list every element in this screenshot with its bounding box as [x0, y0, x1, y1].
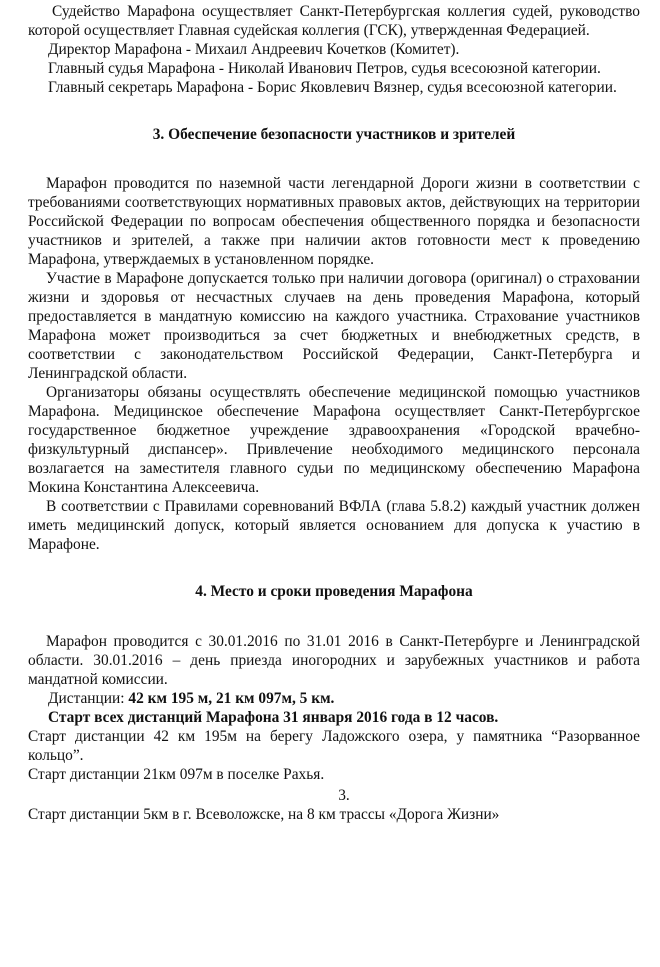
paragraph-chief-secretary: Главный секретарь Марафона - Борис Яковлевич Вязнер, судья всесоюзной категории. — [48, 79, 617, 96]
paragraph-safety-1: Марафон проводится по наземной части легендарной Дороги жизни в соответствии с требованиями соответствующих нормативных правовых актов, действующих на территории Российской Федерации по вопросам обеспечения общественного порядка и безопасности участников и зрителей, а также при наличии актов готовности мест к проведению Марафона, утверждаемых в установленном порядке. — [28, 175, 640, 268]
paragraph-start-42: Старт дистанции 42 км 195м на берегу Ладожского озера, у памятника “Разорванное кольцо”. — [28, 728, 640, 764]
section-heading-place-dates: 4. Место и сроки проведения Марафона — [195, 583, 473, 600]
paragraph-medical: Организаторы обязаны осуществлять обеспечение медицинской помощью участников Марафона. Медицинское обеспечение Марафона осуществляет Санкт-Петербургское государственное бюджетное учреждение здравоохранения «Городской врачебно-физкультурный диспансер». Привлечение необходимого медицинского персонала возлагается на заместителя главного судьи по медицинскому обеспечению Марафона Мокина Константина Алексеевича. — [28, 384, 640, 496]
paragraph-start-21: Старт дистанции 21км 097м в поселке Рахья. — [28, 766, 325, 783]
paragraph-chief-judge: Главный судья Марафона - Николай Иванович Петров, судья всесоюзной категории. — [48, 60, 601, 77]
paragraph-insurance: Участие в Марафоне допускается только при наличии договора (оригинал) о страховании жизни и здоровья от несчастных случаев на день проведения Марафона, который предоставляется в мандатную комиссию на каждого участника. Страхование участников Марафона может производиться за счет бюджетных и внебюджетных средств, в соответствии с законодательством Российской Федерации, Санкт-Петербурга и Ленинградской области. — [28, 270, 640, 382]
section-heading-safety: 3. Обеспечение безопасности участников и зрителей — [152, 126, 516, 143]
paragraph-dates: Марафон проводится с 30.01.2016 по 31.01 2016 в Санкт-Петербурге и Ленинградской области. 30.01.2016 – день приезда иногородних и зарубежных участников и работа мандатной комиссии. — [28, 633, 640, 688]
page-number: 3. — [338, 787, 350, 804]
paragraph-director: Директор Марафона - Михаил Андреевич Кочетков (Комитет). — [48, 41, 460, 58]
distances-value: 42 км 195 м, 21 км 097м, 5 км. — [128, 690, 335, 707]
paragraph-start-5: Старт дистанции 5км в г. Всеволожске, на 8 км трассы «Дорога Жизни» — [28, 806, 500, 823]
distances-label: Дистанции: — [48, 690, 125, 707]
start-all-text: Старт всех дистанций Марафона 31 января 2016 года в 12 часов. — [48, 709, 499, 726]
paragraph-start-all — [28, 708, 640, 727]
paragraph-distances — [28, 689, 640, 708]
paragraph-medical-admission: В соответствии с Правилами соревнований ВФЛА (глава 5.8.2) каждый участник должен иметь медицинский допуск, который является основанием для допуска к участию в Марафоне. — [28, 498, 640, 553]
paragraph-judging: Судейство Марафона осуществляет Санкт-Петербургская коллегия судей, руководство которой осуществляет Главная судейская коллегия (ГСК), утвержденная Федерацией. — [28, 3, 640, 39]
